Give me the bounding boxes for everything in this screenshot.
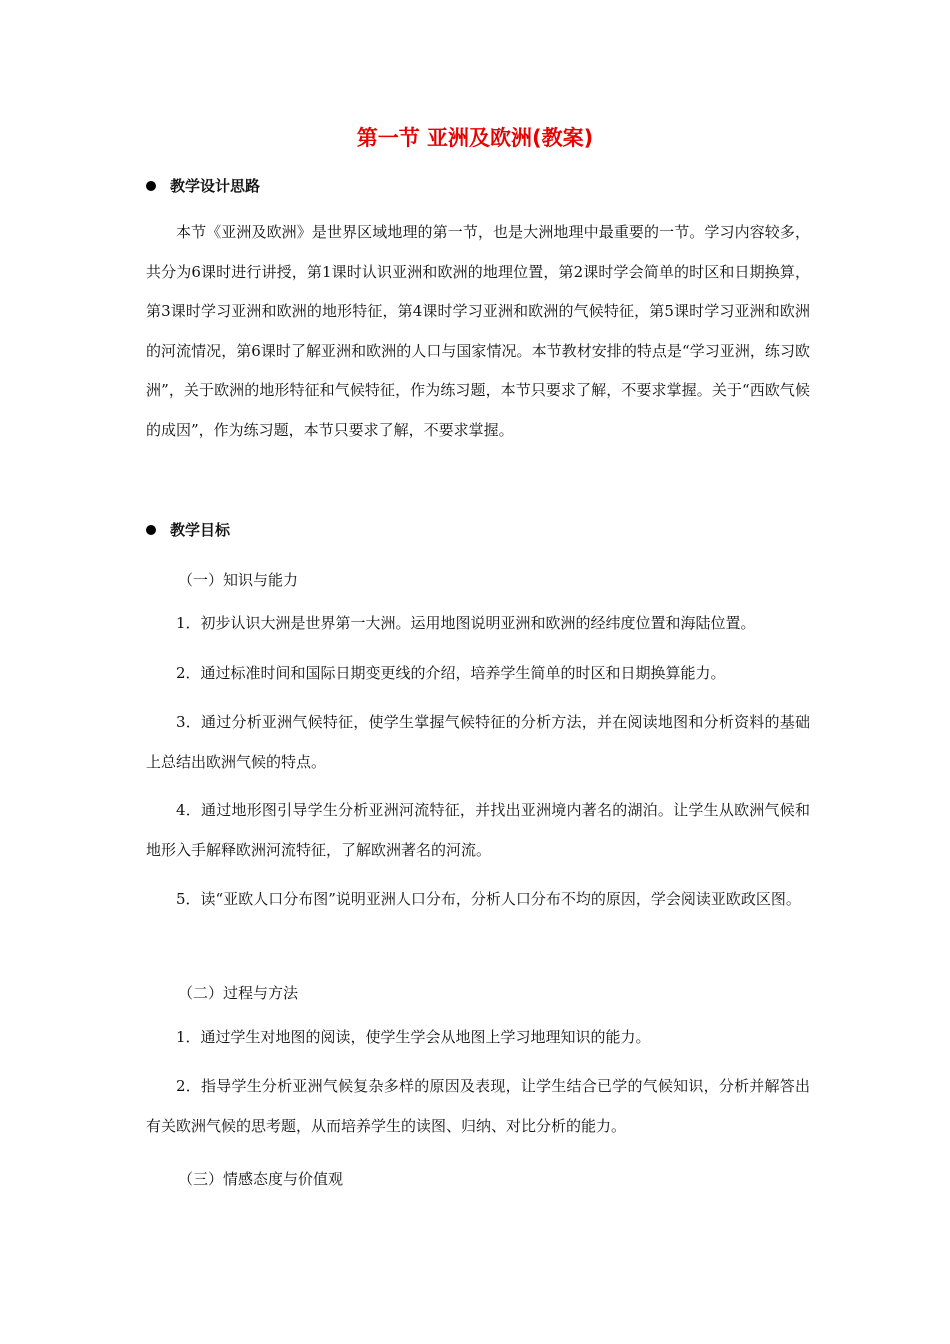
- page-title: 第一节 亚洲及欧洲(教案): [356, 126, 594, 150]
- process-item-2: 2．指导学生分析亚洲气候复杂多样的原因及表现，让学生结合已学的气候知识，分析并解答出有关欧洲气候的思考题，从而培养学生的读图、归纳、对比分析的能力。: [146, 1077, 810, 1135]
- subsection-title-process: （二）过程与方法: [178, 984, 299, 1002]
- bullet-icon: [146, 181, 156, 191]
- goal-item-5: 5．读“亚欧人口分布图”说明亚洲人口分布，分析人口分布不均的原因，学会阅读亚欧政区图。: [176, 890, 801, 908]
- process-item-1: 1．通过学生对地图的阅读，使学生学会从地图上学习地理知识的能力。: [176, 1028, 651, 1046]
- subsection-title-attitude: （三）情感态度与价值观: [178, 1170, 344, 1188]
- bullet-icon: [146, 525, 156, 535]
- section-heading-goals: 教学目标: [146, 519, 230, 540]
- subsection-title-knowledge: （一）知识与能力: [178, 571, 299, 589]
- design-paragraph: 本节《亚洲及欧洲》是世界区域地理的第一节，也是大洲地理中最重要的一节。学习内容较多，共分为6课时进行讲授，第1课时认识亚洲和欧洲的地理位置，第2课时学会简单的时区和日期换算，第3课时学习亚洲和欧洲的地形特征，第4课时学习亚洲和欧洲的气候特征，第5课时学习亚洲和欧洲的河流情况，第6课时了解亚洲和欧洲的人口与国家情况。本节教材安排的特点是“学习亚洲，练习欧洲”，关于欧洲的地形特征和气候特征，作为练习题，本节只要求了解，不要求掌握。关于“西欧气候的成因”，作为练习题，本节只要求了解，不要求掌握。: [146, 223, 810, 439]
- section-heading-design: 教学设计思路: [146, 175, 260, 196]
- goal-item-3: 3．通过分析亚洲气候特征，使学生掌握气候特征的分析方法，并在阅读地图和分析资料的基础上总结出欧洲气候的特点。: [146, 713, 810, 771]
- goal-item-2: 2．通过标准时间和国际日期变更线的介绍，培养学生简单的时区和日期换算能力。: [176, 664, 726, 682]
- goal-item-1: 1．初步认识大洲是世界第一大洲。运用地图说明亚洲和欧洲的经纬度位置和海陆位置。: [176, 614, 756, 632]
- goal-item-4: 4．通过地形图引导学生分析亚洲河流特征，并找出亚洲境内著名的湖泊。让学生从欧洲气候和地形入手解释欧洲河流特征，了解欧洲著名的河流。: [146, 801, 810, 859]
